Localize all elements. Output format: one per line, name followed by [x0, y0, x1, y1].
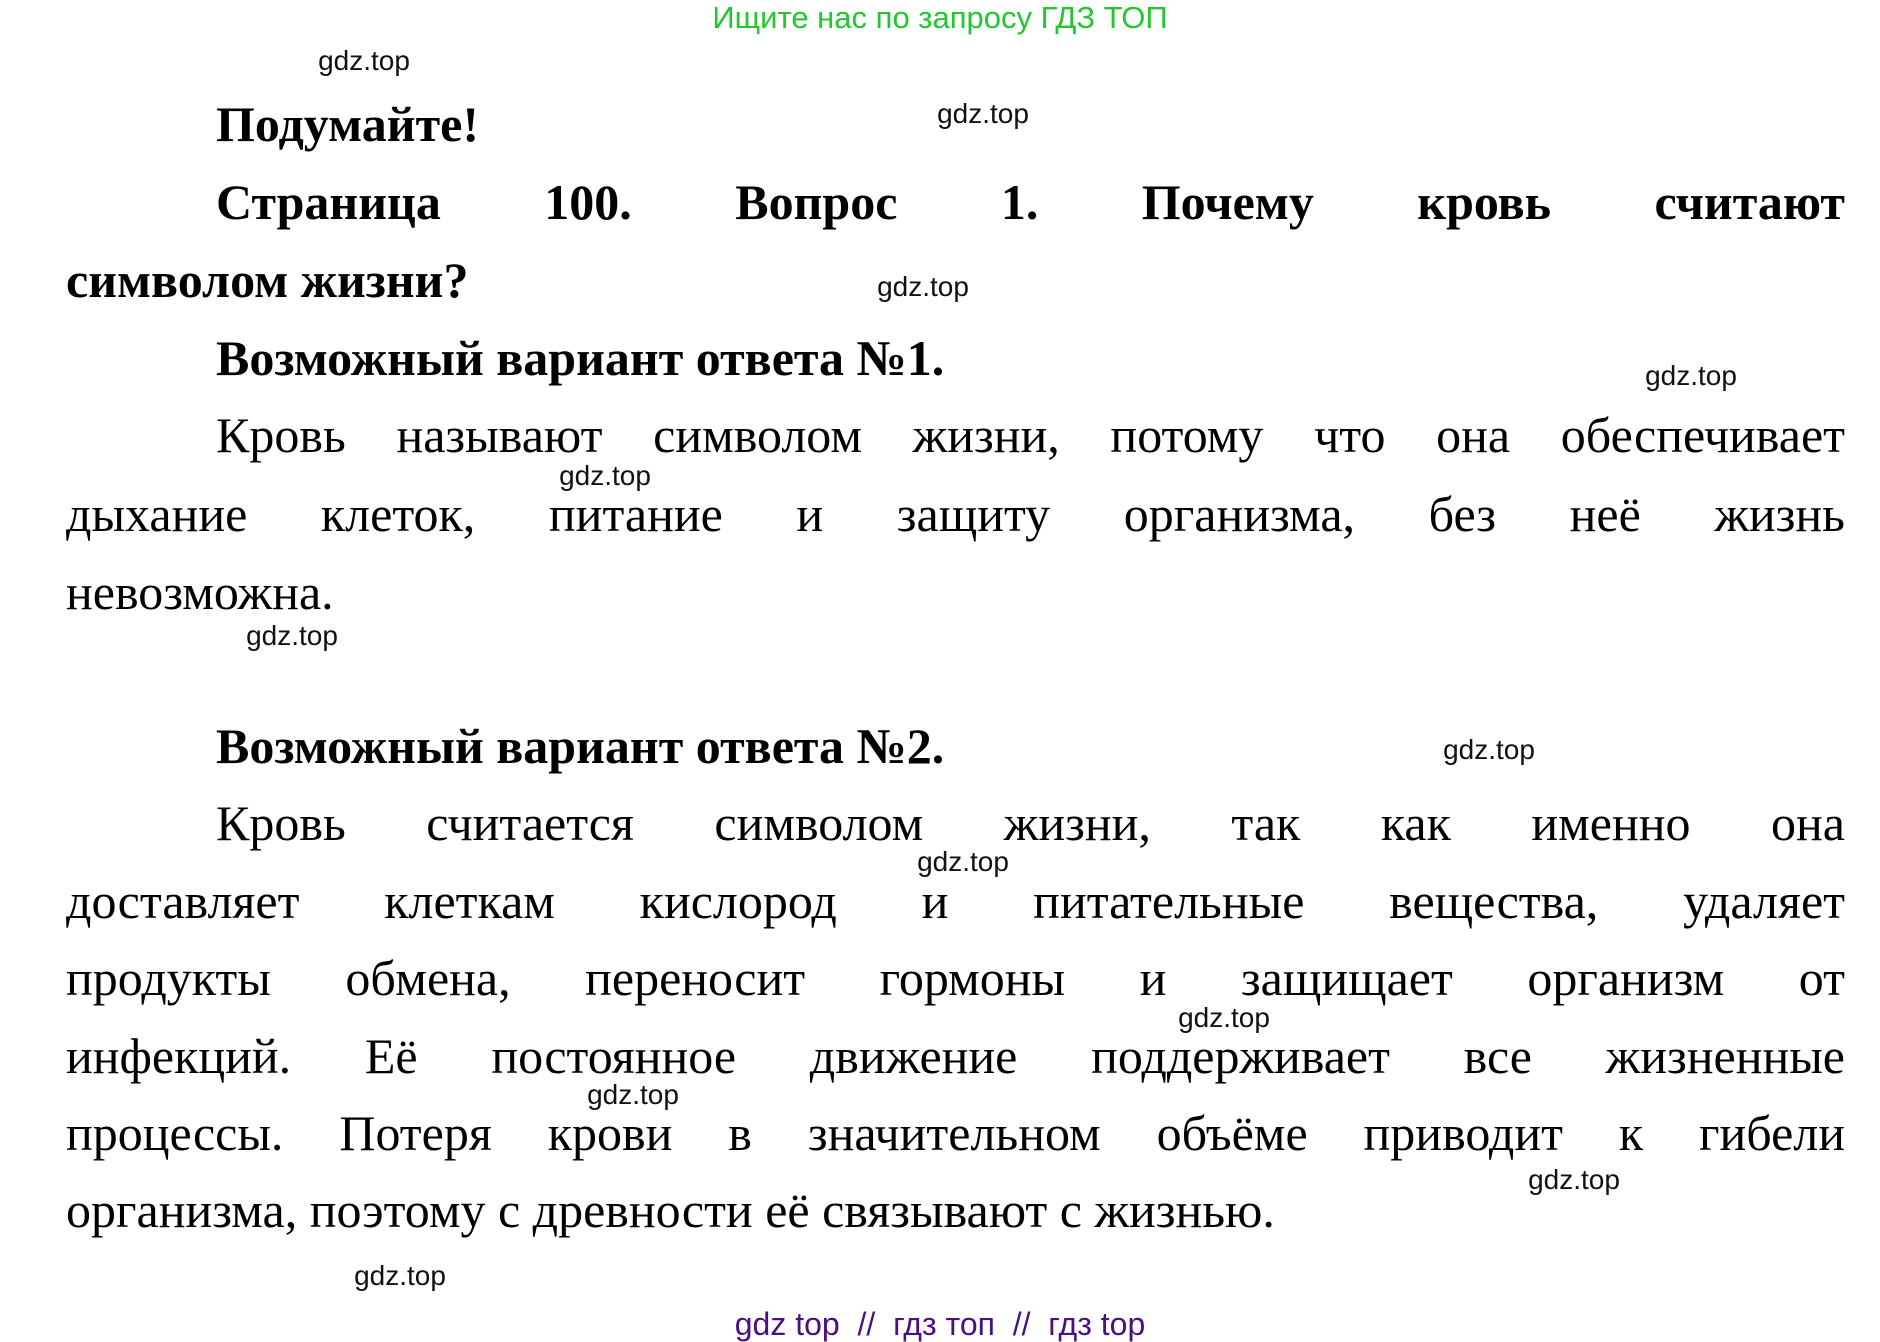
watermark: gdz.top	[1178, 1002, 1270, 1033]
section-heading: Подумайте!	[216, 96, 480, 152]
watermark: gdz.top	[1645, 360, 1737, 391]
answer-2-title: Возможный вариант ответа №2.	[216, 718, 945, 774]
watermark: gdz.top	[917, 846, 1009, 877]
answer-2-line: продукты обмена, переносит гормоны и защищает организм от	[66, 950, 1845, 1006]
watermark: gdz.top	[354, 1260, 446, 1291]
promo-banner: Ищите нас по запросу ГДЗ ТОП	[712, 0, 1168, 35]
watermark: gdz.top	[559, 460, 651, 491]
answer-1-line: невозможна.	[66, 564, 334, 620]
watermark: gdz.top	[587, 1079, 679, 1110]
answer-2-line: доставляет клеткам кислород и питательные вещества, удаляет	[66, 873, 1845, 929]
watermark: gdz.top	[1443, 734, 1535, 765]
answer-1-line: дыхание клеток, питание и защиту организма, без неё жизнь	[66, 486, 1845, 542]
question-line-2: символом жизни?	[66, 252, 469, 308]
question-line-1: Страница 100. Вопрос 1. Почему кровь считают	[216, 174, 1845, 230]
answer-2-line: инфекций. Её постоянное движение поддерживает все жизненные	[66, 1028, 1845, 1084]
answer-2-line: Кровь считается символом жизни, так как именно она	[216, 795, 1845, 851]
watermark: gdz.top	[877, 271, 969, 302]
watermark: gdz.top	[937, 98, 1029, 129]
answer-2-line: организма, поэтому с древности её связывают с жизнью.	[66, 1182, 1275, 1238]
watermark: gdz.top	[1528, 1164, 1620, 1195]
answer-1-line: Кровь называют символом жизни, потому что она обеспечивает	[216, 407, 1845, 463]
answer-2-line: процессы. Потеря крови в значительном объёме приводит к гибели	[66, 1105, 1845, 1161]
watermark: gdz.top	[246, 620, 338, 651]
watermark: gdz.top	[318, 45, 410, 76]
answer-1-title: Возможный вариант ответа №1.	[216, 330, 945, 386]
footer-watermark: gdz top // гдз топ // гдз top	[734, 1306, 1146, 1342]
